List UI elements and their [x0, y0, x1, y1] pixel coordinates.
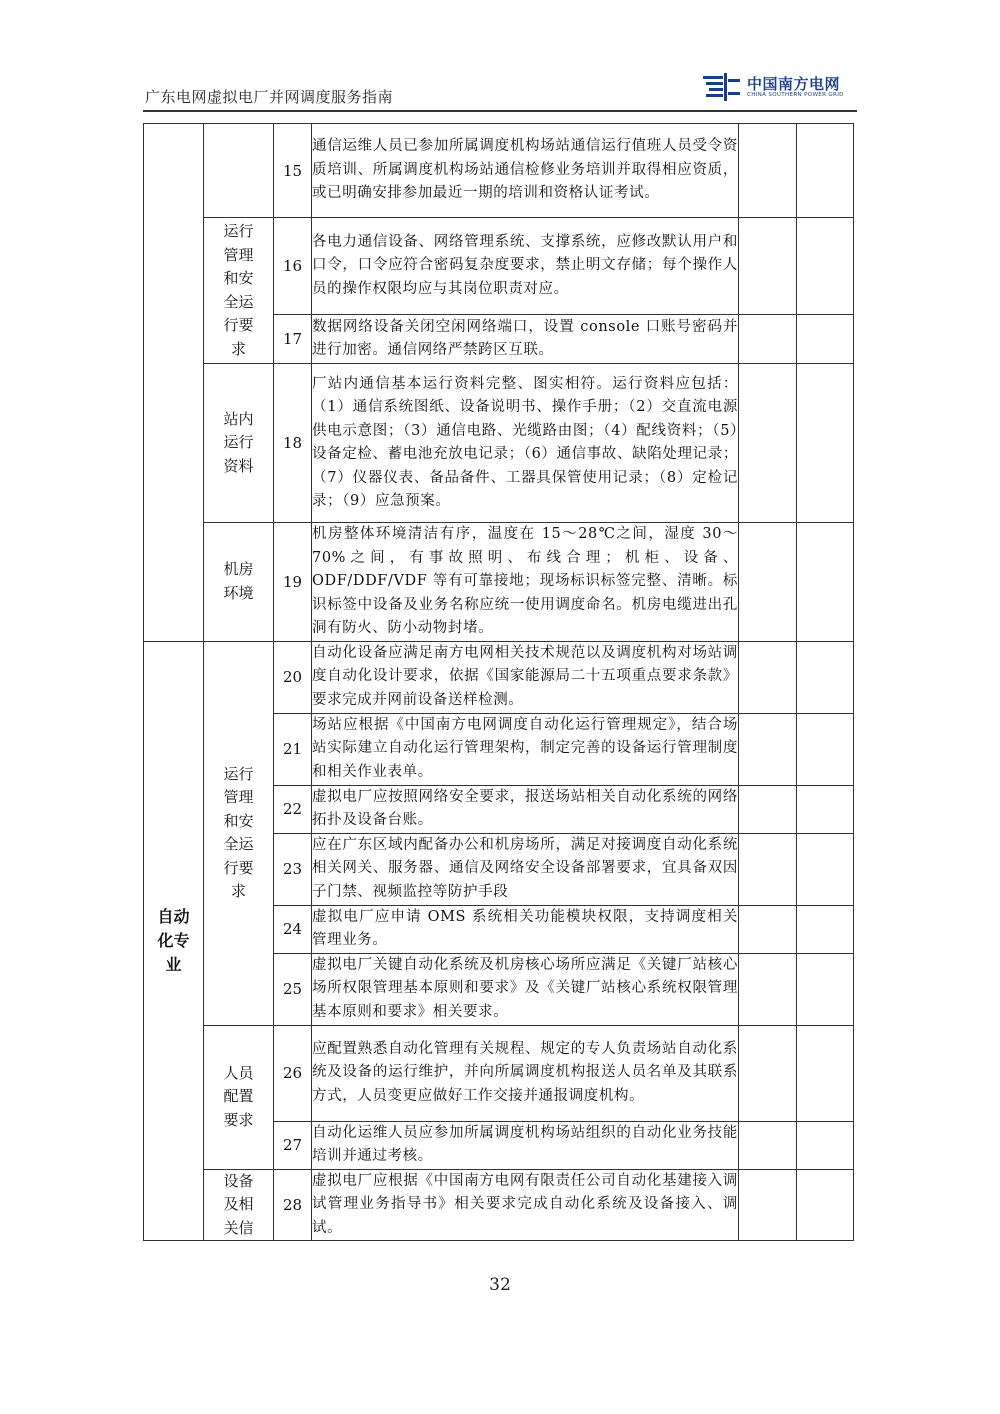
remark-cell — [797, 1025, 854, 1121]
remark-cell — [797, 364, 854, 523]
item-number: 26 — [274, 1025, 312, 1121]
item-number: 20 — [274, 641, 312, 713]
item-number: 21 — [274, 713, 312, 785]
logo-name-cn: 中国南方电网 — [747, 75, 841, 93]
item-number: 18 — [274, 364, 312, 523]
item-requirement: 虚拟电厂应按照网络安全要求，报送场站相关自动化系统的网络拓扑及设备台账。 — [312, 785, 739, 833]
remark-cell — [797, 1121, 854, 1169]
remark-cell — [797, 124, 854, 218]
check-cell — [739, 953, 797, 1025]
logo-name-en: CHINA SOUTHERN POWER GRID — [747, 92, 844, 98]
remark-cell — [797, 833, 854, 905]
check-cell — [739, 1025, 797, 1121]
table-row — [144, 124, 854, 218]
document-header-title: 广东电网虚拟电厂并网调度服务指南 — [145, 88, 394, 106]
item-requirement: 数据网络设备关闭空闲网络端口，设置 console 口账号密码并进行加密。通信网络严禁跨区互联。 — [312, 315, 739, 364]
major-cell — [144, 124, 204, 642]
item-requirement: 应在广东区域内配备办公和机房场所，满足对接调度自动化系统相关网关、服务器、通信及网络安全设备部署要求，宜具备双因子门禁、视频监控等防护手段 — [312, 833, 739, 905]
remark-cell — [797, 785, 854, 833]
check-cell — [739, 713, 797, 785]
csg-logo-icon — [703, 73, 741, 101]
table-row — [144, 1169, 854, 1241]
company-logo — [703, 71, 863, 105]
item-requirement: 虚拟电厂关键自动化系统及机房核心场所应满足《关键厂站核心场所权限管理基本原则和要求》及《关键厂站核心系统权限管理基本原则和要求》相关要求。 — [312, 953, 739, 1025]
check-cell — [739, 641, 797, 713]
item-number: 19 — [274, 523, 312, 642]
category-cell: 设备及相关信 — [204, 1169, 274, 1241]
item-requirement: 厂站内通信基本运行资料完整、图实相符。运行资料应包括：（1）通信系统图纸、设备说明书、操作手册；（2）交直流电源供电示意图；（3）通信电路、光缆路由图；（4）配线资料；（5）设备定检、蓄电池充放电记录；（6）通信事故、缺陷处理记录；（7）仪器仪表、备品备件、工器具保管使用记录；（8）定检记录；（9）应急预案。 — [312, 364, 739, 523]
remark-cell — [797, 1169, 854, 1241]
remark-cell — [797, 713, 854, 785]
check-cell — [739, 833, 797, 905]
table-row — [144, 218, 854, 315]
item-requirement: 机房整体环境清洁有序，温度在 15～28℃之间，湿度 30～70%之间，有事故照明、布线合理；机柜、设备、ODF/DDF/VDF 等有可靠接地；现场标识标签完整、清晰。标识标签中设备及业务名称应统一使用调度命名。机房电缆进出孔洞有防火、防小动物封堵。 — [312, 523, 739, 642]
item-requirement: 自动化运维人员应参加所属调度机构场站组织的自动化业务技能培训并通过考核。 — [312, 1121, 739, 1169]
item-number: 27 — [274, 1121, 312, 1169]
remark-cell — [797, 218, 854, 315]
remark-cell — [797, 523, 854, 642]
check-cell — [739, 1169, 797, 1241]
item-number: 15 — [274, 124, 312, 218]
item-number: 22 — [274, 785, 312, 833]
item-requirement: 虚拟电厂应申请 OMS 系统相关功能模块权限，支持调度相关管理业务。 — [312, 905, 739, 953]
item-number: 25 — [274, 953, 312, 1025]
item-number: 28 — [274, 1169, 312, 1241]
category-cell: 运行管理和安全运行要求 — [204, 218, 274, 364]
table-row — [144, 1025, 854, 1121]
category-cell: 机房环境 — [204, 523, 274, 642]
category-cell: 站内运行资料 — [204, 364, 274, 523]
remark-cell — [797, 953, 854, 1025]
page-number: 32 — [489, 1275, 511, 1295]
item-number: 16 — [274, 218, 312, 315]
item-requirement: 应配置熟悉自动化管理有关规程、规定的专人负责场站自动化系统及设备的运行维护，并向所属调度机构报送人员名单及其联系方式，人员变更应做好工作交接并通报调度机构。 — [312, 1025, 739, 1121]
table-row — [144, 364, 854, 523]
check-cell — [739, 218, 797, 315]
item-requirement: 虚拟电厂应根据《中国南方电网有限责任公司自动化基建接入调试管理业务指导书》相关要求完成自动化系统及设备接入、调试。 — [312, 1169, 739, 1241]
check-cell — [739, 905, 797, 953]
category-cell: 运行管理和安全运行要求 — [204, 641, 274, 1025]
requirements-table — [143, 123, 854, 1241]
table-row — [144, 641, 854, 713]
item-requirement: 场站应根据《中国南方电网调度自动化运行管理规定》，结合场站实际建立自动化运行管理架构，制定完善的设备运行管理制度和相关作业表单。 — [312, 713, 739, 785]
item-number: 23 — [274, 833, 312, 905]
category-cell — [204, 124, 274, 218]
table-row — [144, 523, 854, 642]
item-number: 17 — [274, 315, 312, 364]
check-cell — [739, 364, 797, 523]
item-requirement: 各电力通信设备、网络管理系统、支撑系统，应修改默认用户和口令，口令应符合密码复杂度要求，禁止明文存储；每个操作人员的操作权限均应与其岗位职责对应。 — [312, 218, 739, 315]
major-cell: 自动化专业 — [144, 641, 204, 1241]
remark-cell — [797, 315, 854, 364]
category-cell: 人员配置要求 — [204, 1025, 274, 1169]
header-divider — [143, 110, 857, 112]
check-cell — [739, 1121, 797, 1169]
remark-cell — [797, 641, 854, 713]
check-cell — [739, 315, 797, 364]
remark-cell — [797, 905, 854, 953]
check-cell — [739, 785, 797, 833]
check-cell — [739, 523, 797, 642]
item-number: 24 — [274, 905, 312, 953]
check-cell — [739, 124, 797, 218]
item-requirement: 自动化设备应满足南方电网相关技术规范以及调度机构对场站调度自动化设计要求，依据《国家能源局二十五项重点要求条款》要求完成并网前设备送样检测。 — [312, 641, 739, 713]
item-requirement: 通信运维人员已参加所属调度机构场站通信运行值班人员受令资质培训、所属调度机构场站通信检修业务培训并取得相应资质，或已明确安排参加最近一期的培训和资格认证考试。 — [312, 124, 739, 218]
